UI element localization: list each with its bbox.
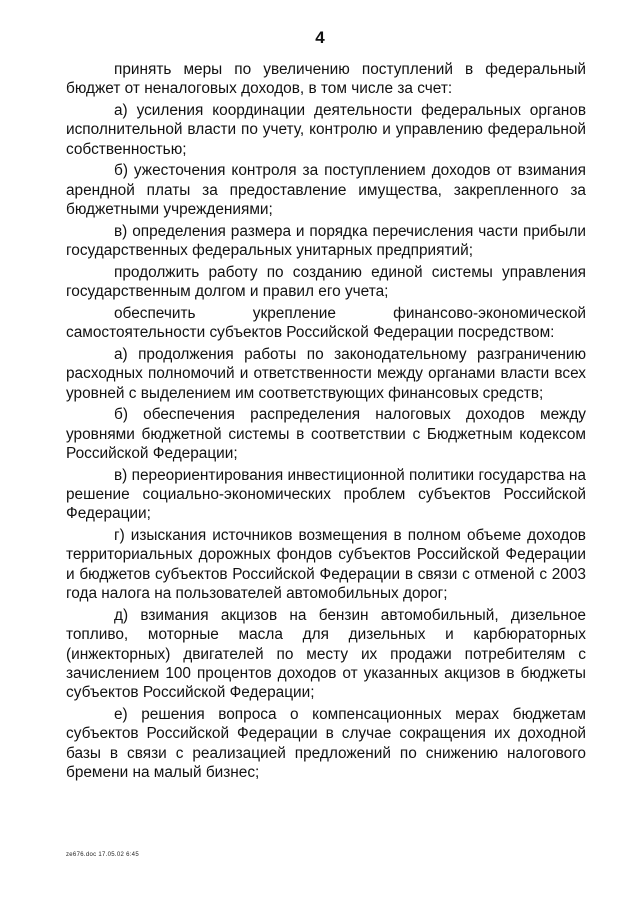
paragraph-8: б) обеспечения распределения налоговых доходов между уровнями бюджетной системы в соответствии с Бюджетным кодексом Российской Федерации;	[66, 406, 586, 463]
paragraph-6: обеспечить укрепление финансово-экономической самостоятельности субъектов Российской Федерации посредством:	[66, 304, 586, 342]
paragraph-5: продолжить работу по созданию единой системы управления государственным долгом и правил его учета;	[66, 263, 586, 301]
paragraph-1: принять меры по увеличению поступлений в федеральный бюджет от неналоговых доходов, в том числе за счет:	[66, 61, 586, 98]
file-footer: ze676.doc 17.05.02 6:45	[66, 852, 139, 858]
document-body	[66, 60, 586, 785]
paragraph-9: в) переориентирования инвестиционной политики государства на решение социально-экономических проблем субъектов Российской Федерации;	[66, 466, 586, 523]
paragraph-11: д) взимания акцизов на бензин автомобильный, дизельное топливо, моторные масла для дизельных и карбюраторных (инжекторных) двигателей по месту их продажи потребителям с зачислением 100 процентов доходов от указанных акцизов в бюджеты субъектов Российской Федерации;	[66, 606, 586, 702]
paragraph-7: а) продолжения работы по законодательному разграничению расходных полномочий и ответственности между органами власти всех уровней с выделением им соответствующих финансовых средств;	[66, 345, 586, 402]
paragraph-12: е) решения вопроса о компенсационных мерах бюджетам субъектов Российской Федерации в случае сокращения их доходной базы в связи с реализацией предложений по снижению налогового бремени на малый бизнес;	[66, 706, 586, 782]
paragraph-10: г) изыскания источников возмещения в полном объеме доходов территориальных дорожных фондов субъектов Российской Федерации и бюджетов субъектов Российской Федерации в связи с отменой с 2003 года налога на пользователей автомобильных дорог;	[66, 527, 586, 603]
paragraph-4: в) определения размера и порядка перечисления части прибыли государственных федеральных унитарных предприятий;	[66, 222, 586, 260]
paragraph-3: б) ужесточения контроля за поступлением доходов от взимания арендной платы за предоставление имущества, закрепленного за бюджетными учреждениями;	[66, 162, 586, 219]
page-number: 4	[315, 28, 325, 47]
paragraph-2: а) усиления координации деятельности федеральных органов исполнительной власти по учету, контролю и управлению федеральной собственностью;	[66, 102, 586, 158]
